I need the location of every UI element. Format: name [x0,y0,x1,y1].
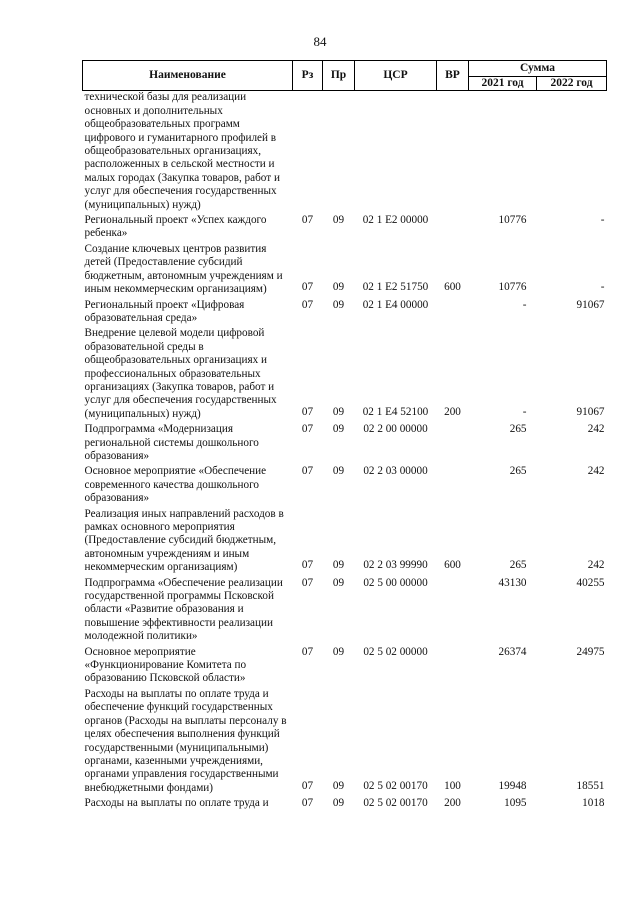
row-pr: 09 [332,214,345,227]
row-amount-2022: 91067 [576,405,605,418]
header-csr: ЦСР [355,61,437,91]
table-row [83,577,607,646]
row-amount-2022: 242 [587,465,605,478]
row-name: Подпрограмма «Модернизация региональной системы дошкольного образования» [84,423,259,462]
table-row [83,299,607,328]
row-amount-2021: 19948 [498,779,527,792]
header-year-2021: 2021 год [469,77,537,91]
table-body [83,91,607,815]
row-amount-2022: - [600,281,605,294]
row-amount-2021: 1095 [504,797,527,810]
row-amount-2021: 265 [509,423,527,436]
row-rz: 07 [301,576,314,589]
row-pr: 09 [332,298,345,311]
row-pr: 09 [332,465,345,478]
row-csr: 02 5 02 00170 [363,797,428,810]
row-csr: 02 2 00 00000 [363,423,428,436]
row-vr: 200 [444,797,461,810]
row-amount-2021: 43130 [498,576,527,589]
row-vr: 100 [444,779,461,792]
row-vr: 200 [444,405,461,418]
row-pr: 09 [332,405,345,418]
row-vr [437,91,469,214]
row-csr: 02 5 02 00170 [363,779,428,792]
row-rz: 07 [301,281,314,294]
table-row [83,327,607,423]
row-name: Внедрение целевой модели цифровой образовательной среды в общеобразовательных организациях и профессиональных образовательных организациях (Закупка товаров, работ и услуг для обеспечения государственных (муниципальных) нужд) [84,327,277,420]
row-rz: 07 [301,559,314,572]
row-vr: 600 [444,281,461,294]
row-vr [437,423,469,465]
header-pr: Пр [323,61,355,91]
header-name: Наименование [83,61,293,91]
row-vr [437,465,469,507]
header-year-2022: 2022 год [537,77,607,91]
row-amount-2021: 10776 [498,281,527,294]
row-rz: 07 [301,797,314,810]
row-name: Реализация иных направлений расходов в рамках основного мероприятия (Предоставление субсидий бюджетным, автономным учреждениям и иным некоммерческим организациям) [84,507,284,574]
row-pr [323,91,355,214]
row-name: Расходы на выплаты по оплате труда и обеспечение функций государственных органов (Расходы на выплаты персоналу в целях обеспечения выполнения функций государственными (муниципальными) органами, казенными учреждениями, органами управления государственными внебюджетными фондами) [84,687,287,794]
table-row [83,243,607,299]
row-name: Подпрограмма «Обеспечение реализации государственной программы Псковской области «Развитие образования и повышение эффективности реализации молодежной политики» [84,576,283,643]
row-amount-2021: 10776 [498,214,527,227]
row-csr [355,91,437,214]
row-csr: 02 5 00 00000 [363,576,428,589]
table-row [83,91,607,214]
row-vr: 600 [444,559,461,572]
row-name: Региональный проект «Успех каждого ребенка» [84,214,267,240]
row-amount-2022: 91067 [576,298,605,311]
table-row [83,214,607,243]
row-amount-2021: - [522,405,527,418]
budget-table [82,60,607,815]
row-csr: 02 5 02 00000 [363,645,428,658]
row-vr [437,646,469,688]
header-vr: ВР [437,61,469,91]
row-pr: 09 [332,281,345,294]
row-name: Основное мероприятие «Функционирование Комитета по образованию Псковской области» [84,645,247,685]
table-row [83,646,607,688]
row-name: Основное мероприятие «Обеспечение современного качества дошкольного образования» [84,465,267,505]
row-name: Создание ключевых центров развития детей (Предоставление субсидий бюджетным, автономным учреждениям и иным некоммерческим организациям) [84,242,283,296]
row-rz: 07 [301,405,314,418]
row-amount-2022: 242 [587,423,605,436]
row-amount-2022: 1018 [582,797,605,810]
row-amount-2021: 265 [509,559,527,572]
row-pr: 09 [332,797,345,810]
row-amount-2022: 242 [587,559,605,572]
row-amount-2022 [537,91,607,214]
row-csr: 02 2 03 00000 [363,465,428,478]
row-rz [293,91,323,214]
row-amount-2021: - [522,298,527,311]
row-rz: 07 [301,298,314,311]
table-row [83,797,607,814]
row-csr: 02 1 E4 52100 [362,405,429,418]
row-amount-2021: 26374 [498,645,527,658]
row-rz: 07 [301,423,314,436]
row-csr: 02 1 E2 51750 [362,281,429,294]
table-row [83,688,607,797]
row-pr: 09 [332,559,345,572]
row-rz: 07 [301,465,314,478]
row-amount-2022: 18551 [576,779,605,792]
row-pr: 09 [332,576,345,589]
row-pr: 09 [332,645,345,658]
table-header [83,61,607,91]
row-amount-2022: 24975 [576,645,605,658]
page-number: 84 [313,34,327,49]
row-amount-2022: 40255 [576,576,605,589]
row-name: Расходы на выплаты по оплате труда и [84,797,269,810]
row-amount-2021: 265 [509,465,527,478]
header-sum: Сумма [469,61,607,77]
row-amount-2022: - [600,214,605,227]
row-vr [437,299,469,328]
row-name: технической базы для реализации основных и дополнительных общеобразовательных программ цифрового и гуманитарного профилей в общеобразовательных организациях, расположенных в сельской местности и малых городах (Закупка товаров, работ и услуг для обеспечения государственных (муниципальных) нужд) [84,91,280,211]
row-csr: 02 1 E2 00000 [362,214,429,227]
row-pr: 09 [332,779,345,792]
row-pr: 09 [332,423,345,436]
table-row [83,423,607,465]
row-rz: 07 [301,779,314,792]
table-row [83,465,607,507]
row-rz: 07 [301,645,314,658]
table-row [83,508,607,577]
row-vr [437,214,469,243]
row-vr [437,577,469,646]
row-csr: 02 1 E4 00000 [362,298,429,311]
row-csr: 02 2 03 99990 [363,559,428,572]
header-rz: Рз [293,61,323,91]
row-rz: 07 [301,214,314,227]
row-amount-2021 [469,91,537,214]
row-name: Региональный проект «Цифровая образовательная среда» [84,298,245,324]
